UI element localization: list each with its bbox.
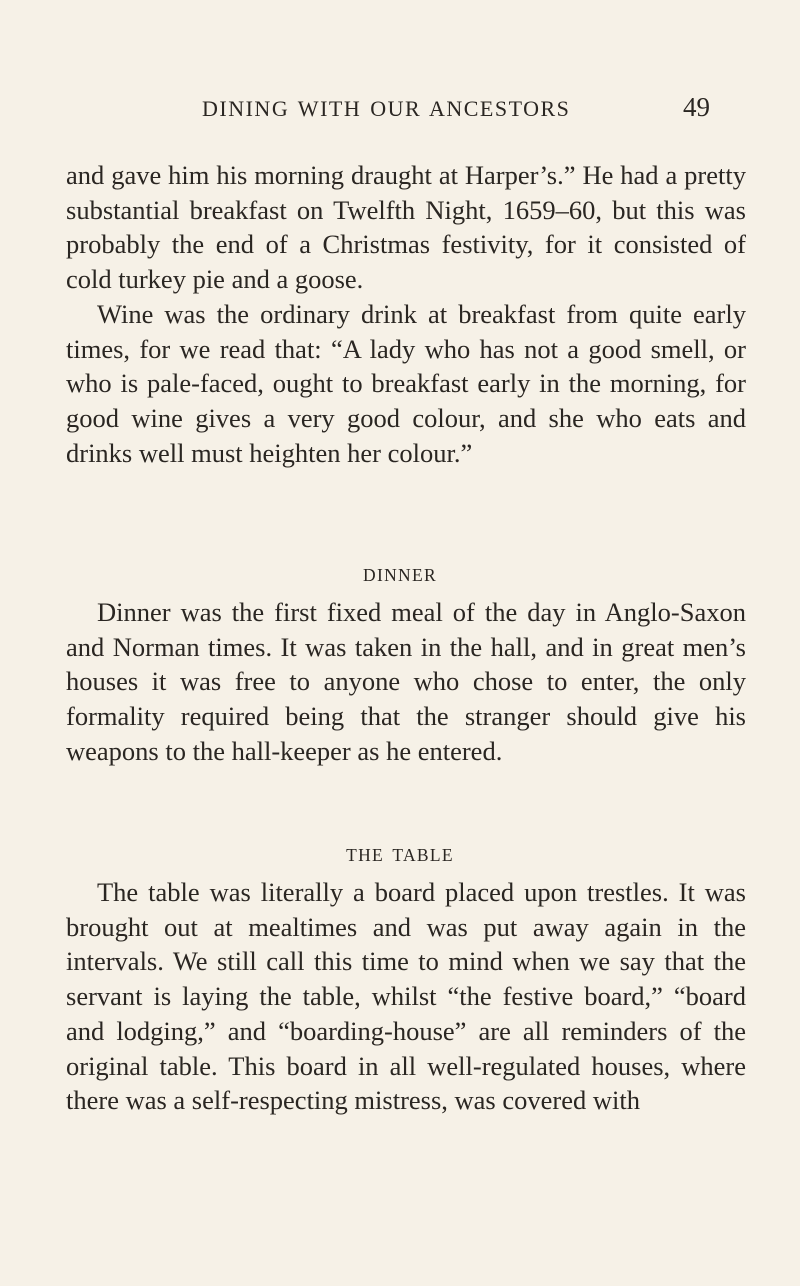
- text-block-dinner: [66, 595, 746, 769]
- running-head: [0, 92, 800, 132]
- section-heading-table: THE TABLE: [346, 845, 454, 865]
- text-block-breakfast: [66, 158, 746, 470]
- section-heading-dinner: DINNER: [363, 565, 437, 585]
- paragraph-dinner: Dinner was the first fixed meal of the day in Anglo-Saxon and Norman times. It was taken in the hall, and in great men’s houses it was free to anyone who chose to enter, the only formality required being that the stranger should give his weapons to the hall-keeper as he entered.: [66, 597, 746, 766]
- paragraph-continued: and gave him his morning draught at Harper’s.” He had a pretty substantial breakfast on Twelfth Night, 1659–60, but this was probably the end of a Christmas festivity, for it consisted of cold turkey pie and a goose.: [66, 160, 746, 295]
- running-head-title: DINING WITH OUR ANCESTORS: [202, 96, 571, 121]
- text-block-table: [66, 875, 746, 1118]
- page-number: 49: [683, 92, 710, 122]
- paragraph-table: The table was literally a board placed upon trestles. It was brought out at mealtimes and was put away again in the intervals. We still call this time to mind when we say that the servant is laying the table, whilst “the festive board,” “board and lodging,” and “boarding-house” are all reminders of the original table. This board in all well-regulated houses, where there was a self-respecting mistress, was covered with: [66, 877, 746, 1116]
- paragraph-wine: Wine was the ordinary drink at breakfast from quite early times, for we read that: “A lady who has not a good smell, or who is pale-faced, ought to breakfast early in the morning, for good wine gives a very good colour, and she who eats and drinks well must heighten her colour.”: [66, 298, 746, 468]
